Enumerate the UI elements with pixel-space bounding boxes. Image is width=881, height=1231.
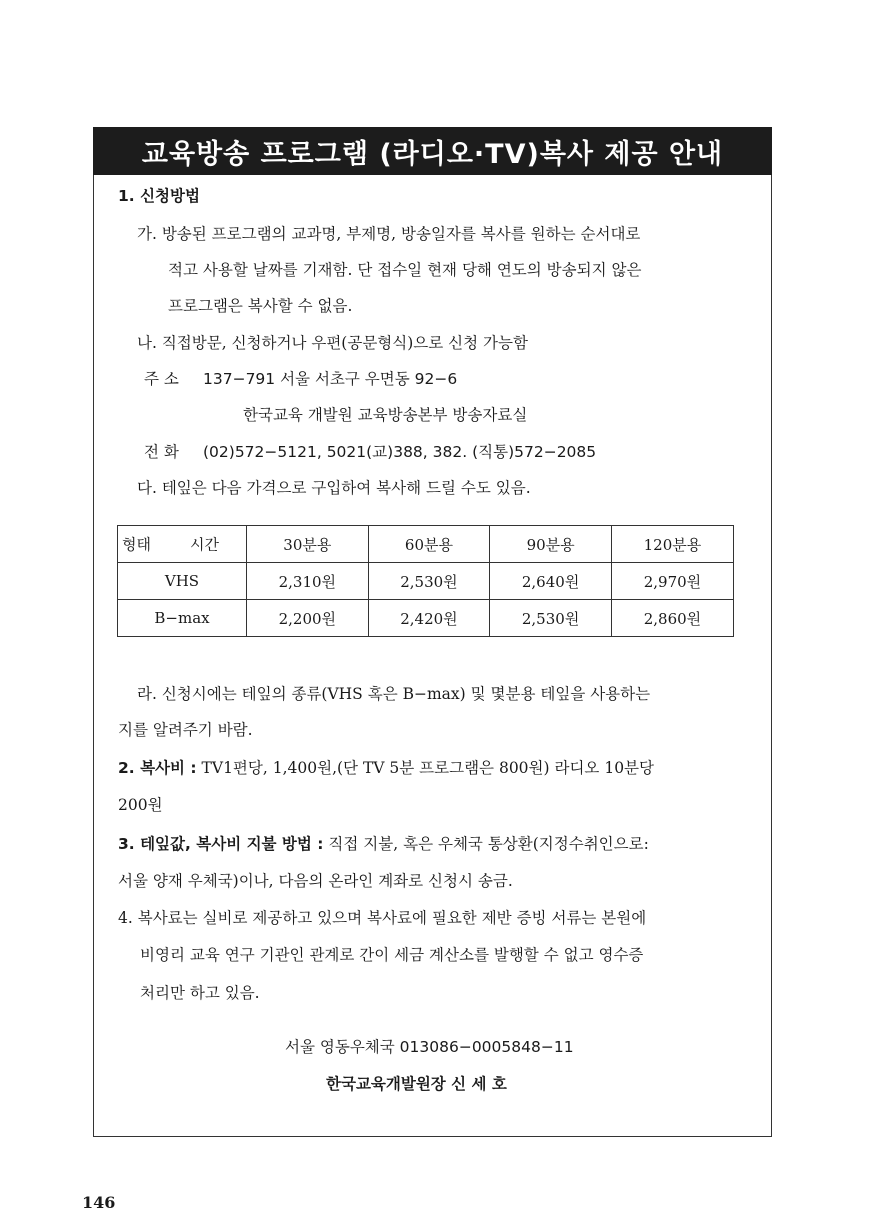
address-label: 주 소: [144, 370, 179, 388]
section1-heading: 1. 신청방법: [118, 187, 200, 205]
section2-line2: 200원: [118, 796, 163, 814]
section3-line1: [118, 834, 649, 854]
section4-line2: 비영리 교육 연구 기관인 관계로 간이 세금 계산소를 발행할 수 없고 영수증: [140, 946, 644, 964]
section4-line1: 4. 복사료는 실비로 제공하고 있으며 복사료에 필요한 제반 증빙 서류는 본원에: [118, 909, 647, 927]
notice-title: 교육방송 프로그램 (라디오·TV)복사 제공 안내: [93, 127, 772, 175]
section3-text: 직접 지불, 혹은 우체국 통상환(지정수취인으로:: [328, 835, 649, 853]
ra-line1: 라. 신청시에는 테잎의 종류(VHS 혹은 B−max) 및 몇분용 테잎을 사용하는: [137, 685, 651, 703]
section1-ga-line3: 프로그램은 복사할 수 없음.: [168, 297, 353, 315]
section1-ga-line1: 가. 방송된 프로그램의 교과명, 부제명, 방송일자를 복사를 원하는 순서대로: [137, 225, 641, 243]
table-cell: 2,640원: [490, 563, 612, 600]
table-cell: 2,420원: [368, 600, 490, 637]
table-row: [118, 563, 734, 600]
price-table: [117, 525, 734, 637]
page-number: 146: [82, 1193, 116, 1212]
table-row: [118, 600, 734, 637]
row-label: VHS: [118, 563, 247, 600]
signature: 한국교육개발원장 신 세 호: [326, 1075, 507, 1093]
section3-line2: 서울 양재 우체국)이나, 다음의 온라인 계좌로 신청시 송금.: [118, 872, 513, 890]
column-header: 30분용: [247, 526, 369, 563]
table-cell: 2,200원: [247, 600, 369, 637]
institute-name: 한국교육 개발원 교육방송본부 방송자료실: [243, 406, 528, 424]
table-cell: 2,860원: [611, 600, 733, 637]
table-cell: 2,970원: [611, 563, 733, 600]
phone-value: (02)572−5121, 5021(교)388, 382. (직통)572−2085: [203, 443, 597, 461]
corner-type-label: 형태: [122, 535, 151, 554]
section2-text: TV1편당, 1,400원,(단 TV 5분 프로그램은 800원) 라디오 10분당: [201, 759, 655, 777]
section2-line1: [118, 758, 654, 778]
column-header: 90분용: [490, 526, 612, 563]
table-cell: 2,310원: [247, 563, 369, 600]
corner-time-label: 시간: [190, 535, 219, 554]
column-header: 60분용: [368, 526, 490, 563]
section1-ga-line2: 적고 사용할 날짜를 기재함. 단 접수일 현재 당해 연도의 방송되지 않은: [168, 261, 642, 279]
table-cell: 2,530원: [490, 600, 612, 637]
bank-account: 서울 영동우체국 013086−0005848−11: [285, 1038, 574, 1056]
section2-heading: 2. 복사비 :: [118, 759, 197, 777]
column-header: 120분용: [611, 526, 733, 563]
row-label: B−max: [118, 600, 247, 637]
section1-da-line: 다. 테잎은 다음 가격으로 구입하여 복사해 드릴 수도 있음.: [137, 479, 531, 497]
section1-na-line: 나. 직접방문, 신청하거나 우편(공문형식)으로 신청 가능함: [137, 334, 528, 352]
section3-heading: 3. 테잎값, 복사비 지불 방법 :: [118, 835, 324, 853]
section4-line3: 처리만 하고 있음.: [140, 984, 260, 1002]
table-corner-cell: [118, 526, 247, 563]
table-header-row: [118, 526, 734, 563]
address-value: 137−791 서울 서초구 우면동 92−6: [203, 370, 458, 388]
ra-line2: 지를 알려주기 바람.: [118, 721, 253, 739]
phone-label: 전 화: [144, 443, 179, 461]
table-cell: 2,530원: [368, 563, 490, 600]
